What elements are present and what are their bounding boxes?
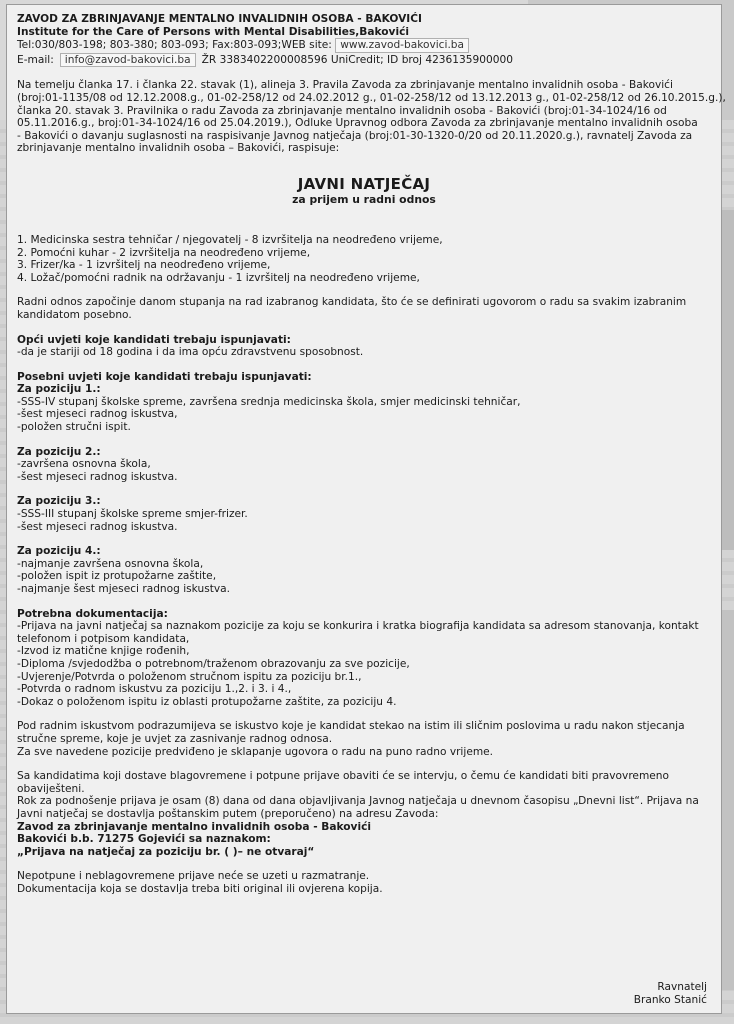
intro-line: Na temelju članka 17. i članka 22. stavak (1), alineja 3. Pravila Zavoda za zbrinjavanje mentalno invalidnih osoba - Bakovići <box>17 79 673 92</box>
documentation-heading: Potrebna dokumentacija: <box>17 607 168 620</box>
paragraph-line: Javni natječaj se dostavlja poštanskim putem (preporučeno) na adresu Zavoda: <box>17 807 439 820</box>
position-item: 4. Ložač/pomoćni radnik na održavanju - 1 izvršitelj na neodređeno vrijeme, <box>17 271 420 284</box>
institution-name: ZAVOD ZA ZBRINJAVANJE MENTALNO INVALIDNIH OSOBA - BAKOVIĆI <box>17 13 422 25</box>
condition-item: -šest mjeseci radnog iskustva, <box>17 408 178 421</box>
documentation-item: -Dokaz o položenom ispitu iz oblasti protupožarne zaštite, za poziciju 4. <box>17 695 397 708</box>
website-link[interactable]: www.zavod-bakovici.ba <box>335 38 469 53</box>
paragraph-line: Nepotpune i neblagovremene prijave neće se uzeti u razmatranje. <box>17 870 370 883</box>
intro-line: (broj:01-1135/08 od 12.12.2008.g., 01-02-258/12 od 24.02.2012 g., 01-02-258/12 od 13.12.2013 g., 01-02-258/12 od 26.10.2015.g.), <box>17 91 726 104</box>
condition-item: -položen ispit iz protupožarne zaštite, <box>17 570 217 583</box>
position-1-conditions <box>17 383 711 433</box>
signature-role: Ravnatelj <box>657 981 707 993</box>
notice-title-block <box>17 175 711 206</box>
condition-item: -završena osnovna škola, <box>17 458 151 471</box>
condition-item: -šest mjeseci radnog iskustva. <box>17 520 178 533</box>
condition-item: -šest mjeseci radnog iskustva. <box>17 470 178 483</box>
documentation-item: telefonom i potpisom kandidata, <box>17 632 190 645</box>
signature-name: Branko Stanić <box>633 994 707 1006</box>
paragraph-line: stručne spreme, koje je uvjet za zasnivanje radnog odnosa. <box>17 732 333 745</box>
employment-start-paragraph <box>17 296 711 321</box>
email-line <box>17 53 711 68</box>
position-label: Za poziciju 3.: <box>17 495 101 508</box>
condition-item: -SSS-IV stupanj školske spreme, završena srednja medicinska škola, smjer medicinski tehničar, <box>17 395 521 408</box>
position-2-conditions <box>17 446 711 484</box>
intro-line: 05.11.2016.g., broj:01-34-1024/16 od 25.04.2019.), Odluke Upravnog odbora Zavoda za zbrinjavanje mentalno invalidnih osoba <box>17 117 698 130</box>
paragraph-line: Rok za podnošenje prijava je osam (8) dana od dana objavljivanja Javnog natječaja u dnevnom časopisu „Dnevni list“. Prijava na <box>17 795 699 808</box>
paragraph-line: Pod radnim iskustvom podrazumijeva se iskustvo koje je kandidat stekao na istim ili sličnim poslovima u radu nakon stjecanja <box>17 720 685 733</box>
application-paragraph <box>17 770 711 820</box>
intro-paragraph <box>17 79 726 155</box>
documentation-item: -Prijava na javni natječaj sa naznakom pozicije za koju se konkurira i kratka biografija kandidata sa adresom stanovanja, kontakt <box>17 620 699 633</box>
position-item: 2. Pomoćni kuhar - 2 izvršitelja na neodređeno vrijeme, <box>17 246 311 259</box>
position-4-conditions <box>17 545 711 595</box>
position-label: Za poziciju 2.: <box>17 445 101 458</box>
paragraph-line: Za sve navedene pozicije predviđeno je sklapanje ugovora o radu na puno radno vrijeme. <box>17 745 494 758</box>
condition-item: -položen stručni ispit. <box>17 421 131 434</box>
address-line: „Prijava na natječaj za poziciju br. ( )– ne otvaraj“ <box>17 845 315 858</box>
phone-fax: Tel:030/803-198; 803-380; 803-093; Fax:803-093;WEB site: <box>17 39 332 52</box>
condition-item: -najmanje završena osnovna škola, <box>17 557 204 570</box>
documentation-list <box>17 620 711 708</box>
paragraph-line: Radni odnos započinje danom stupanja na rad izabranog kandidata, što će se definirati ugovorom o radu sa svakim izabranim <box>17 296 687 309</box>
paragraph-line: Dokumentacija koja se dostavlja treba biti original ili ovjerena kopija. <box>17 882 383 895</box>
intro-line: - Bakovići o davanju suglasnosti na raspisivanje Javnog natječaja (broj:01-30-1320-0/20 od 20.11.2020.g.), ravnatelj Zavoda za <box>17 129 693 142</box>
intro-line: zbrinjavanje mentalno invalidnih osoba – Bakovići, raspisuje: <box>17 142 340 155</box>
email-label: E-mail: <box>17 53 54 66</box>
documentation-item: -Diploma /svjedodžba o potrebnom/traženom obrazovanju za sve pozicije, <box>17 657 410 670</box>
closing-paragraph <box>17 870 711 895</box>
special-conditions-heading: Posebni uvjeti koje kandidati trebaju ispunjavati: <box>17 370 312 383</box>
contact-line <box>17 38 711 53</box>
address-line: Zavod za zbrinjavanje mentalno invalidnih osoba - Bakovići <box>17 820 371 833</box>
paragraph-line: Sa kandidatima koji dostave blagovremene i potpune prijave obaviti će se intervju, o čemu će kandidati biti pravovremeno <box>17 770 669 783</box>
condition-item: -najmanje šest mjeseci radnog iskustva. <box>17 583 231 595</box>
position-item: 1. Medicinska sestra tehničar / njegovatelj - 8 izvršitelja na neodređeno vrijeme, <box>17 233 443 246</box>
signature-block <box>634 981 707 1007</box>
documentation-item: -Izvod iz matične knjige rođenih, <box>17 645 190 658</box>
address-line: Bakovići b.b. 71275 Gojevići sa naznakom: <box>17 833 271 846</box>
bank-info: ŽR 3383402200008596 UniCredit; ID broj 4236135900000 <box>201 53 513 66</box>
intro-line: članka 20. stavak 3. Pravilnika o radu Zavoda za zbrinjavanje mentalno invalidnih osoba - Bakovići (broj:01-34-1024/16 od <box>17 104 667 117</box>
documentation-item: -Uvjerenje/Potvrda o položenom stručnom ispitu za poziciju br.1., <box>17 670 362 683</box>
general-conditions-text: -da je stariji od 18 godina i da ima opću zdravstvenu sposobnost. <box>17 346 364 359</box>
notice-title: JAVNI NATJEČAJ <box>297 174 431 193</box>
experience-paragraph <box>17 720 711 758</box>
general-conditions-heading: Opći uvjeti koje kandidati trebaju ispunjavati: <box>17 333 291 346</box>
email-link[interactable]: info@zavod-bakovici.ba <box>60 53 196 68</box>
condition-item: -SSS-III stupanj školske spreme smjer-frizer. <box>17 508 248 521</box>
documentation-item: -Potvrda o radnom iskustvu za poziciju 1.,2. i 3. i 4., <box>17 683 292 696</box>
paragraph-line: obaviješteni. <box>17 782 85 795</box>
position-3-conditions <box>17 495 711 533</box>
mailing-address <box>17 821 711 859</box>
position-label: Za poziciju 1.: <box>17 383 101 396</box>
position-item: 3. Frizer/ka - 1 izvršitelj na neodređeno vrijeme, <box>17 259 271 272</box>
position-label: Za poziciju 4.: <box>17 545 101 558</box>
notice-subtitle: za prijem u radni odnos <box>292 192 436 206</box>
institution-name-english: Institute for the Care of Persons with Mental Disabilities,Bakovići <box>17 25 409 38</box>
job-notice <box>6 4 726 1014</box>
positions-list <box>17 234 711 284</box>
paragraph-line: kandidatom posebno. <box>17 308 132 321</box>
